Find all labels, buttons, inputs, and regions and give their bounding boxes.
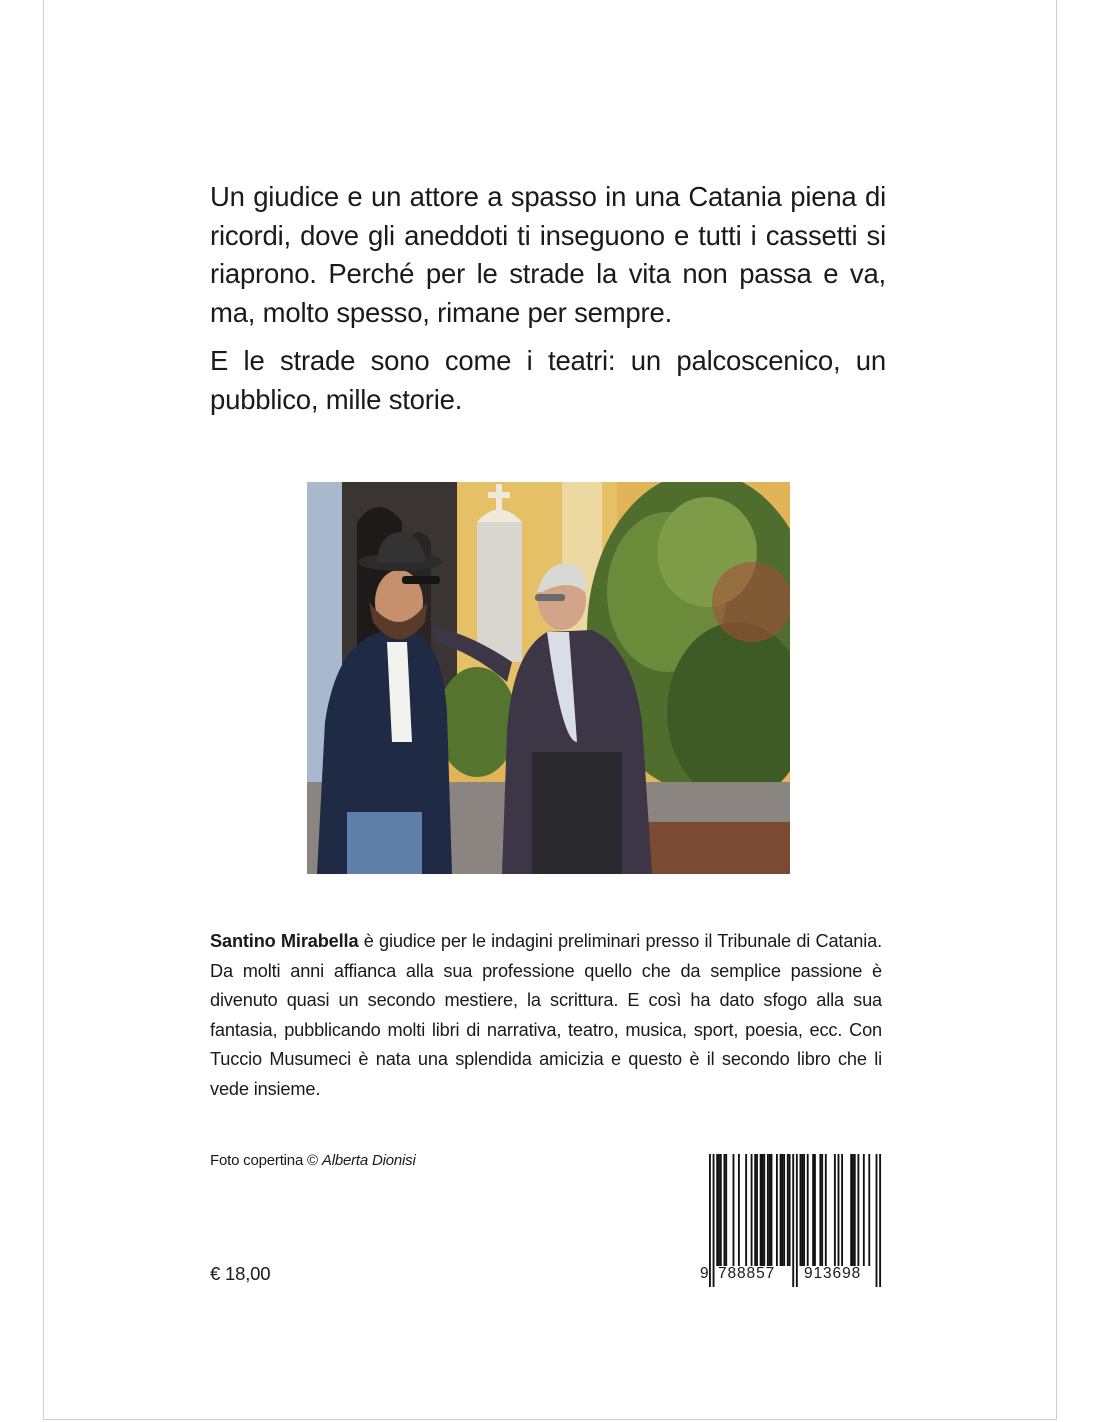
barcode-bar xyxy=(812,1154,814,1266)
barcode-bar xyxy=(834,1154,836,1266)
barcode-bar xyxy=(803,1154,805,1266)
author-name: Santino Mirabella xyxy=(210,931,359,951)
barcode-bar xyxy=(863,1154,865,1266)
barcode-bar xyxy=(745,1154,747,1266)
barcode-bar xyxy=(767,1154,769,1266)
barcode-bar xyxy=(801,1154,803,1266)
barcode-bar xyxy=(879,1154,881,1287)
cover-photo xyxy=(307,482,790,874)
barcode-bar xyxy=(841,1154,843,1266)
barcode-bar xyxy=(819,1154,821,1266)
barcode-first-digit: 9 xyxy=(700,1265,710,1282)
barcode-bar xyxy=(854,1154,856,1266)
barcode-bar xyxy=(850,1154,852,1266)
photographer-name: Alberta Dionisi xyxy=(321,1152,416,1169)
barcode-bar xyxy=(852,1154,854,1266)
barcode-bar xyxy=(720,1154,722,1266)
barcode-bar xyxy=(789,1154,791,1266)
barcode-bar xyxy=(716,1154,718,1266)
barcode-bar xyxy=(733,1154,735,1266)
barcode-bar xyxy=(857,1154,859,1266)
barcode-bar xyxy=(783,1154,785,1266)
barcode-bar xyxy=(876,1154,878,1287)
barcode-bar xyxy=(780,1154,782,1266)
photo-credit xyxy=(210,1152,416,1169)
barcode-bar xyxy=(725,1154,727,1266)
blurb-paragraph-2: E le strade sono come i teatri: un palcoscenico, un pubblico, mille storie. xyxy=(210,345,886,415)
barcode-bar xyxy=(754,1154,756,1266)
barcode-bar xyxy=(769,1154,771,1266)
back-cover-blurb xyxy=(210,178,886,429)
barcode-bar xyxy=(771,1154,773,1266)
barcode-bar xyxy=(825,1154,827,1266)
price: € 18,00 xyxy=(210,1263,271,1284)
barcode-right-group: 913698 xyxy=(804,1265,862,1282)
barcode-bar xyxy=(723,1154,725,1266)
author-bio-text: è giudice per le indagini preliminari presso il Tribunale di Catania. Da molti anni affianca alla sua professione quello che da semplice passione è divenuto quasi un secondo mestiere, la scrittura. E così ha dato sfogo alla sua fantasia, pubblicando molti libri di narrativa, teatro, musica, sport, poesia, ecc. Con Tuccio Musumeci è nata una splendida amicizia e questo è il secondo libro che li vede insieme. xyxy=(210,931,883,1099)
barcode-bar xyxy=(781,1154,783,1266)
barcode-bar xyxy=(762,1154,764,1266)
barcode-bar xyxy=(787,1154,789,1266)
photo-credit-label: Foto copertina © xyxy=(210,1152,322,1169)
barcode-bar xyxy=(868,1154,870,1266)
barcode-bar xyxy=(718,1154,720,1266)
barcode-bar xyxy=(756,1154,758,1266)
barcode-bar xyxy=(792,1154,794,1287)
barcode-bar xyxy=(776,1154,778,1266)
barcode-bar xyxy=(814,1154,816,1266)
blurb-paragraph-1: Un giudice e un attore a spasso in una Catania piena di ricordi, dove gli aneddoti ti inseguono e tutti i cassetti si riaprono. Perché per le strade la vita non passa e va, ma, molto spesso, rimane per sempre. xyxy=(210,181,886,328)
barcode-bar xyxy=(800,1154,802,1266)
barcode-bar xyxy=(738,1154,740,1266)
barcode-left-group: 788857 xyxy=(718,1265,776,1282)
barcode-bar xyxy=(807,1154,809,1266)
barcode-bar xyxy=(838,1154,840,1266)
barcode-bar xyxy=(763,1154,765,1266)
barcode-bar xyxy=(751,1154,753,1266)
barcode-bar xyxy=(821,1154,823,1266)
barcode-bar xyxy=(796,1154,798,1287)
author-bio xyxy=(210,927,882,1105)
barcode-bar xyxy=(760,1154,762,1266)
barcode-bar xyxy=(713,1154,715,1287)
